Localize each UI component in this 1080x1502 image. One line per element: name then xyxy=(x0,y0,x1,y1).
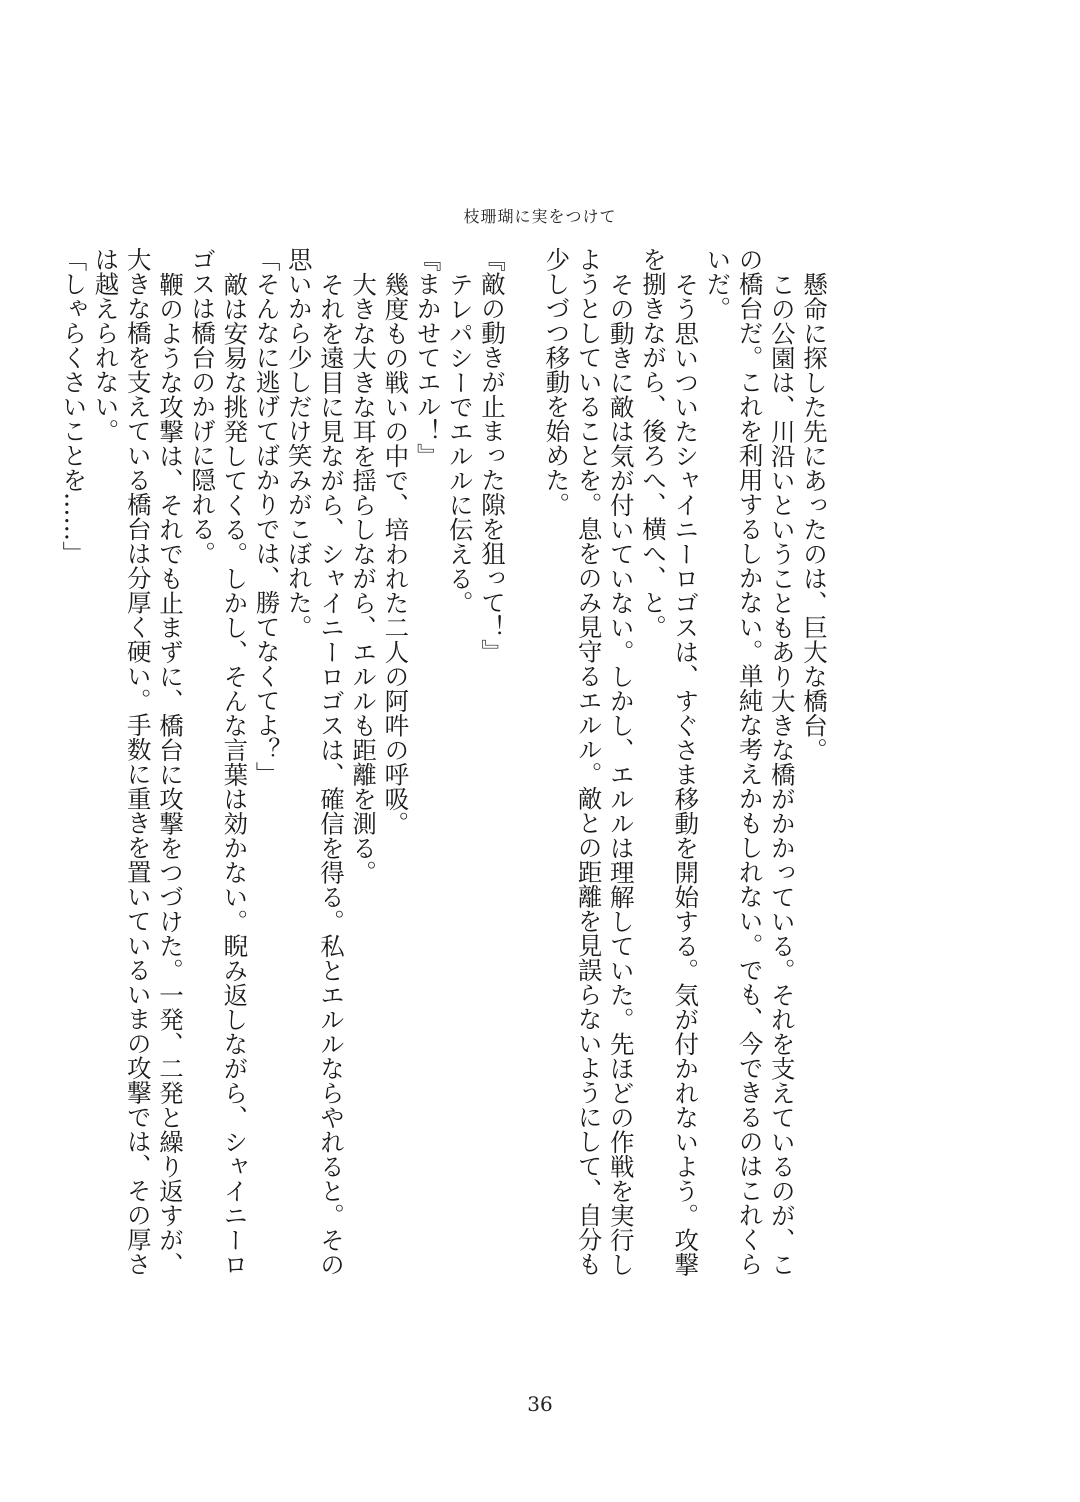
paragraph-7: 大きな大きな耳を揺らしながら、エルルも距離を測る。 xyxy=(349,271,379,884)
dialogue-line-4: 「しゃらくさいことを……」 xyxy=(59,247,89,566)
dialogue-line-3: 「そんなに逃げてばかりでは、勝てなくてよ？」 xyxy=(252,247,282,786)
paragraph-6: 幾度もの戦いの中で、培われた二人の阿吽の呼吸。 xyxy=(381,271,411,835)
paragraph-2: この公園は、川沿いということもあり大きな橋がかかっている。それを支えているのが、この橋台だ。これを利用するしかない。単純な考えかもしれない。でも、今できるのはこれくらいだ。 xyxy=(703,247,797,1276)
vertical-body-text xyxy=(59,247,830,1287)
dialogue-line-1: 『敵の動きが止まった隙を狙って！』 xyxy=(477,247,507,664)
blank-line xyxy=(508,247,540,1287)
paragraph-10: 鞭のような攻撃は、それでも止まずに、橋台に攻撃をつづけた。一発、二発と繰り返すが、大きな橋を支えている橋台は分厚く硬い。手数に重きを置いているいまの攻撃では、その厚さは越えられない。 xyxy=(91,247,185,1276)
paragraph-9: 敵は安易な挑発してくる。しかし、そんな言葉は効かない。睨み返しながら、シャイニーロゴスは橋台のかげに隠れる。 xyxy=(188,247,250,1276)
dialogue-line-2: 『まかせてエル！』 xyxy=(413,247,443,468)
paragraph-3: そう思いついたシャイニーロゴスは、すぐさま移動を開始する。気が付かれないよう。攻撃を捌きながら、後ろへ、横へ、と。 xyxy=(638,247,701,1276)
paragraph-5: テレパシーでエルルに伝える。 xyxy=(445,271,475,615)
paragraph-4: その動きに敵は気が付いていない。しかし、エルルは理解していた。先ほどの作戦を実行しようとしていることを。息をのみ見守るエルル。敵との距離を見誤らないようにして、自分も少しづつ移動を始めた。 xyxy=(542,247,636,1276)
running-head-title: 枝珊瑚に実をつけて xyxy=(463,207,617,226)
page-number: 36 xyxy=(527,1392,553,1416)
paragraph-8: それを遠目に見ながら、シャイニーロゴスは、確信を得る。私とエルルならやれると。その思いから少しだけ笑みがこぼれた。 xyxy=(284,247,346,1276)
paragraph-1: 懸命に探した先にあったのは、巨大な橋台。 xyxy=(800,271,829,762)
